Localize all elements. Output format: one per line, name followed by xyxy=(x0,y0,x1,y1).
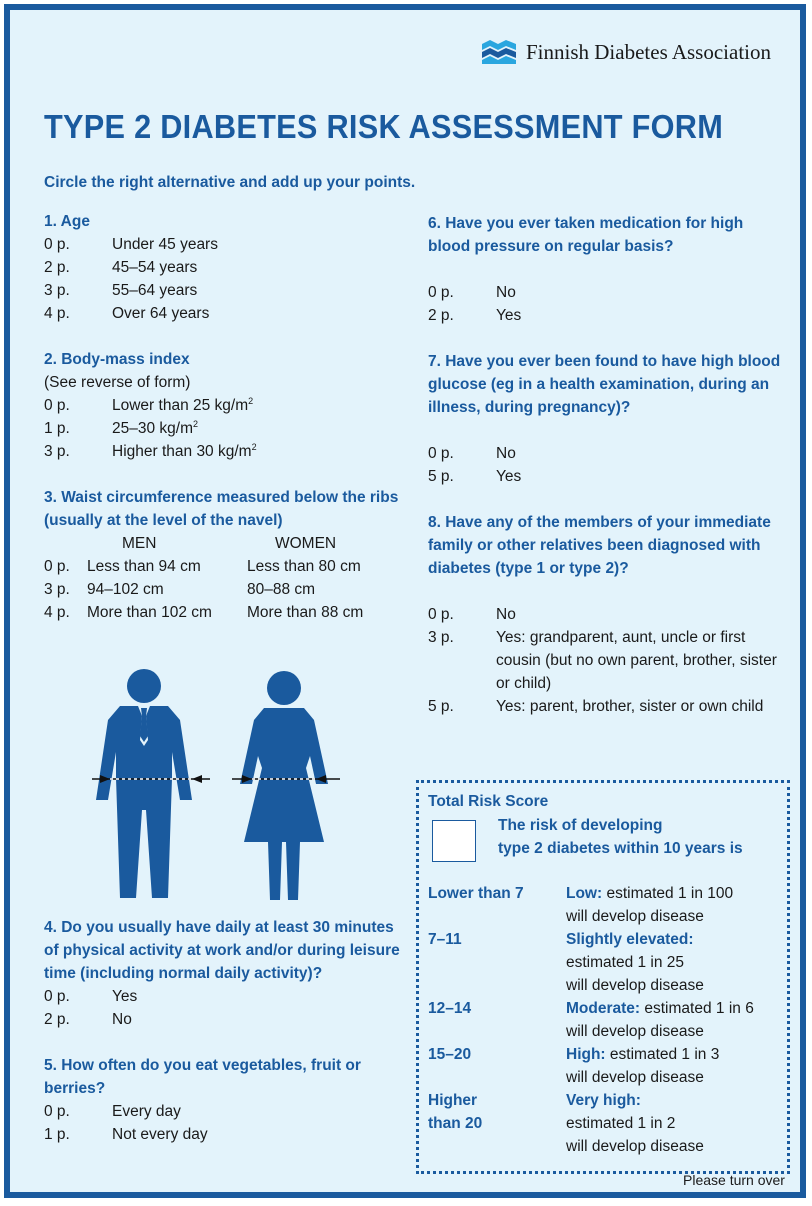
option-row[interactable] xyxy=(44,440,404,463)
question-title: 3. Waist circumference measured below the ribs xyxy=(44,489,399,506)
question-physical-activity xyxy=(44,916,414,1031)
option-points: 5 p. xyxy=(428,468,454,485)
question-title-cont: berries? xyxy=(44,1080,106,1097)
question-blood-pressure xyxy=(428,212,788,327)
option-answer: No xyxy=(112,1011,132,1028)
option-points: 3 p. xyxy=(44,282,70,299)
option-points: 5 p. xyxy=(428,698,454,715)
option-row[interactable] xyxy=(44,555,424,578)
option-answer: Yes xyxy=(496,307,522,324)
option-points: 3 p. xyxy=(44,443,70,460)
option-points: 3 p. xyxy=(428,629,454,646)
option-answer: Every day xyxy=(112,1103,181,1120)
question-title-cont: blood pressure on regular basis? xyxy=(428,238,674,255)
risk-range: 15–20 xyxy=(428,1046,472,1063)
option-points: 1 p. xyxy=(44,420,70,437)
woman-figure-icon xyxy=(240,671,328,900)
please-turn-over: Please turn over xyxy=(683,1172,785,1188)
risk-row-slightly-elevated xyxy=(428,928,778,997)
option-answer: Yes xyxy=(496,468,522,485)
total-score-input[interactable] xyxy=(432,820,476,862)
risk-range: 12–14 xyxy=(428,1000,472,1017)
option-row[interactable] xyxy=(44,279,404,302)
question-bmi xyxy=(44,348,404,463)
question-title: 4. Do you usually have daily at least 30 minutes xyxy=(44,919,394,936)
option-points: 0 p. xyxy=(44,1103,70,1120)
question-family-history xyxy=(428,511,788,718)
question-title: 1. Age xyxy=(44,213,90,230)
option-answer: Not every day xyxy=(112,1126,208,1143)
question-title-cont: illness, during pregnancy)? xyxy=(428,399,631,416)
option-points: 2 p. xyxy=(44,1011,70,1028)
question-title: 8. Have any of the members of your immediate xyxy=(428,514,771,531)
risk-range: 7–11 xyxy=(428,931,462,948)
question-title: 7. Have you ever been found to have high blood xyxy=(428,353,781,370)
option-points: 2 p. xyxy=(428,307,454,324)
instructions: Circle the right alternative and add up your points. xyxy=(44,174,416,191)
risk-levels-table xyxy=(428,882,778,1158)
option-points: 3 p. xyxy=(44,581,70,598)
option-answer: 45–54 years xyxy=(112,259,198,276)
fda-logo-icon xyxy=(480,38,520,66)
option-row[interactable] xyxy=(428,465,788,488)
question-age xyxy=(44,210,404,325)
question-vegetables xyxy=(44,1054,414,1146)
option-answer: Under 45 years xyxy=(112,236,218,253)
risk-range: Higher than 20 xyxy=(428,1092,483,1132)
waist-figures-illustration xyxy=(80,660,350,900)
option-points: 0 p. xyxy=(44,397,70,414)
logo xyxy=(480,38,771,66)
risk-description: Low: estimated 1 in 100 will develop disease xyxy=(566,885,734,925)
option-answer: Lower than 25 $kg/m^2$ xyxy=(112,396,254,414)
risk-range: Lower than 7 xyxy=(428,885,524,902)
option-answer: Over 64 years xyxy=(112,305,210,322)
man-figure-icon xyxy=(96,669,192,898)
women-header: WOMEN xyxy=(275,535,337,552)
option-row[interactable] xyxy=(428,695,788,718)
option-row[interactable] xyxy=(428,626,788,695)
men-value: 94–102 cm xyxy=(87,581,164,598)
option-row[interactable] xyxy=(44,1123,414,1146)
men-header: MEN xyxy=(122,535,157,552)
question-waist xyxy=(44,486,424,624)
question-note: (See reverse of form) xyxy=(44,374,191,391)
logo-text: Finnish Diabetes Association xyxy=(526,39,771,64)
option-row[interactable] xyxy=(44,233,404,256)
women-value: 80–88 cm xyxy=(247,581,316,598)
option-answer: No xyxy=(496,606,516,623)
option-row[interactable] xyxy=(428,442,788,465)
option-answer: 55–64 years xyxy=(112,282,198,299)
option-row[interactable] xyxy=(428,603,788,626)
option-points: 0 p. xyxy=(428,445,454,462)
risk-description: Slightly elevated: estimated 1 in 25 will develop disease xyxy=(566,931,704,994)
option-answer: 25–30 $kg/m^2$ xyxy=(112,419,199,437)
option-answer: Yes xyxy=(112,988,138,1005)
question-title: 6. Have you ever taken medication for high xyxy=(428,215,744,232)
option-row[interactable] xyxy=(44,256,404,279)
option-answer: No xyxy=(496,445,516,462)
risk-row-moderate xyxy=(428,997,778,1043)
option-points: 0 p. xyxy=(44,236,70,253)
option-row[interactable] xyxy=(428,304,788,327)
question-title: 2. Body-mass index xyxy=(44,351,190,368)
risk-heading: The risk of developing type 2 diabetes within 10 years is xyxy=(498,817,743,857)
option-row[interactable] xyxy=(44,601,424,624)
option-row[interactable] xyxy=(44,302,404,325)
option-answer: No xyxy=(496,284,516,301)
option-answer: Higher than 30 $kg/m^2$ xyxy=(112,442,257,460)
question-title-cont: glucose (eg in a health examination, during an xyxy=(428,376,770,393)
option-points: 0 p. xyxy=(428,606,454,623)
question-title: 5. How often do you eat vegetables, fruit or xyxy=(44,1057,361,1074)
option-answer: Yes: grandparent, aunt, uncle or first cousin (but no own parent, brother, sister or child) xyxy=(496,629,777,692)
total-risk-score-label: Total Risk Score xyxy=(428,793,549,810)
option-points: 0 p. xyxy=(44,558,70,575)
page-title: TYPE 2 DIABETES RISK ASSESSMENT FORM xyxy=(44,108,724,145)
question-title-cont: diabetes (type 1 or type 2)? xyxy=(428,560,629,577)
risk-description: High: estimated 1 in 3 will develop disease xyxy=(566,1046,720,1086)
risk-row-very-high xyxy=(428,1089,778,1158)
option-points: 1 p. xyxy=(44,1126,70,1143)
risk-row-low xyxy=(428,882,778,928)
option-row[interactable] xyxy=(44,1100,414,1123)
risk-description: Moderate: estimated 1 in 6 will develop disease xyxy=(566,1000,754,1040)
risk-description: Very high: estimated 1 in 2 will develop disease xyxy=(566,1092,704,1155)
question-blood-glucose xyxy=(428,350,788,488)
question-title-cont: time (including normal daily activity)? xyxy=(44,965,323,982)
option-points: 0 p. xyxy=(44,988,70,1005)
option-row[interactable] xyxy=(428,281,788,304)
women-value: More than 88 cm xyxy=(247,604,364,621)
option-answer: Yes: parent, brother, sister or own child xyxy=(496,698,764,715)
risk-row-high xyxy=(428,1043,778,1089)
option-points: 0 p. xyxy=(428,284,454,301)
question-title-cont: of physical activity at work and/or during leisure xyxy=(44,942,400,959)
option-row[interactable] xyxy=(44,578,424,601)
men-value: Less than 94 cm xyxy=(87,558,201,575)
question-title-cont: (usually at the level of the navel) xyxy=(44,512,283,529)
waist-table xyxy=(44,532,424,624)
option-points: 4 p. xyxy=(44,604,70,621)
women-value: Less than 80 cm xyxy=(247,558,361,575)
option-points: 4 p. xyxy=(44,305,70,322)
men-value: More than 102 cm xyxy=(87,604,212,621)
question-title-cont: family or other relatives been diagnosed with xyxy=(428,537,761,554)
option-row[interactable] xyxy=(44,985,414,1008)
form-frame xyxy=(4,4,806,1198)
option-row[interactable] xyxy=(44,417,404,440)
option-row[interactable] xyxy=(44,1008,414,1031)
option-row[interactable] xyxy=(44,394,404,417)
option-points: 2 p. xyxy=(44,259,70,276)
